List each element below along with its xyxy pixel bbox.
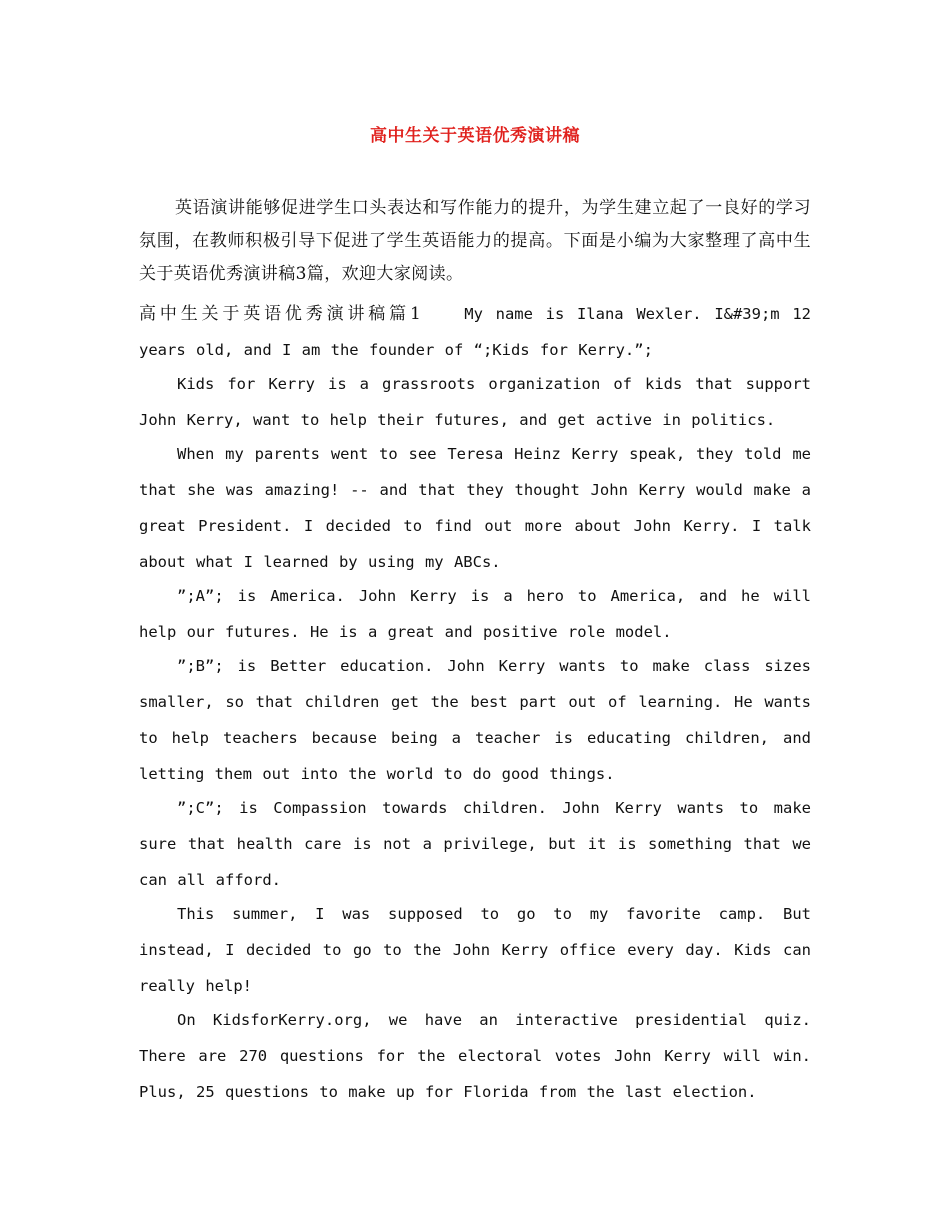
section-heading: 高中生关于英语优秀演讲稿篇1 bbox=[139, 304, 423, 324]
speech-paragraph-1 bbox=[139, 296, 811, 368]
speech-paragraph-5: ”;B”; is Better education. John Kerry wants to make class sizes smaller, so that children get the best part out of learning. He wants to help teachers because being a teacher is educating children, and letting them out into the world to do good things. bbox=[139, 657, 811, 783]
speech-paragraph-2: Kids for Kerry is a grassroots organization of kids that support John Kerry, want to help their futures, and get active in politics. bbox=[139, 375, 811, 429]
paragraph-text: My name is Ilana Wexler. I&#39;m 12 years old, and I am the founder of “;Kids for Kerry.”; bbox=[139, 305, 811, 359]
speech-body bbox=[139, 296, 811, 1108]
speech-paragraph-3: When my parents went to see Teresa Heinz Kerry speak, they told me that she was amazing! -- and that they thought John Kerry would make a great President. I decided to find out more about John Kerry. I talk about what I learned by using my ABCs. bbox=[139, 445, 811, 571]
intro-paragraph: 英语演讲能够促进学生口头表达和写作能力的提升，为学生建立起了一良好的学习氛围，在教师积极引导下促进了学生英语能力的提高。下面是小编为大家整理了高中生关于英语优秀演讲稿3篇，欢迎大家阅读。 bbox=[139, 198, 811, 284]
speech-paragraph-6: ”;C”; is Compassion towards children. John Kerry wants to make sure that health care is not a privilege, but it is something that we can all afford. bbox=[139, 799, 811, 889]
speech-paragraph-7: This summer, I was supposed to go to my favorite camp. But instead, I decided to go to the John Kerry office every day. Kids can really help! bbox=[139, 905, 811, 995]
speech-paragraph-8: On KidsforKerry.org, we have an interactive presidential quiz. There are 270 questions for the electoral votes John Kerry will win. Plus, 25 questions to make up for Florida from the last election. bbox=[139, 1011, 811, 1101]
document-title: 高中生关于英语优秀演讲稿 bbox=[370, 126, 580, 146]
speech-paragraph-4: ”;A”; is America. John Kerry is a hero to America, and he will help our futures. He is a great and positive role model. bbox=[139, 587, 811, 641]
